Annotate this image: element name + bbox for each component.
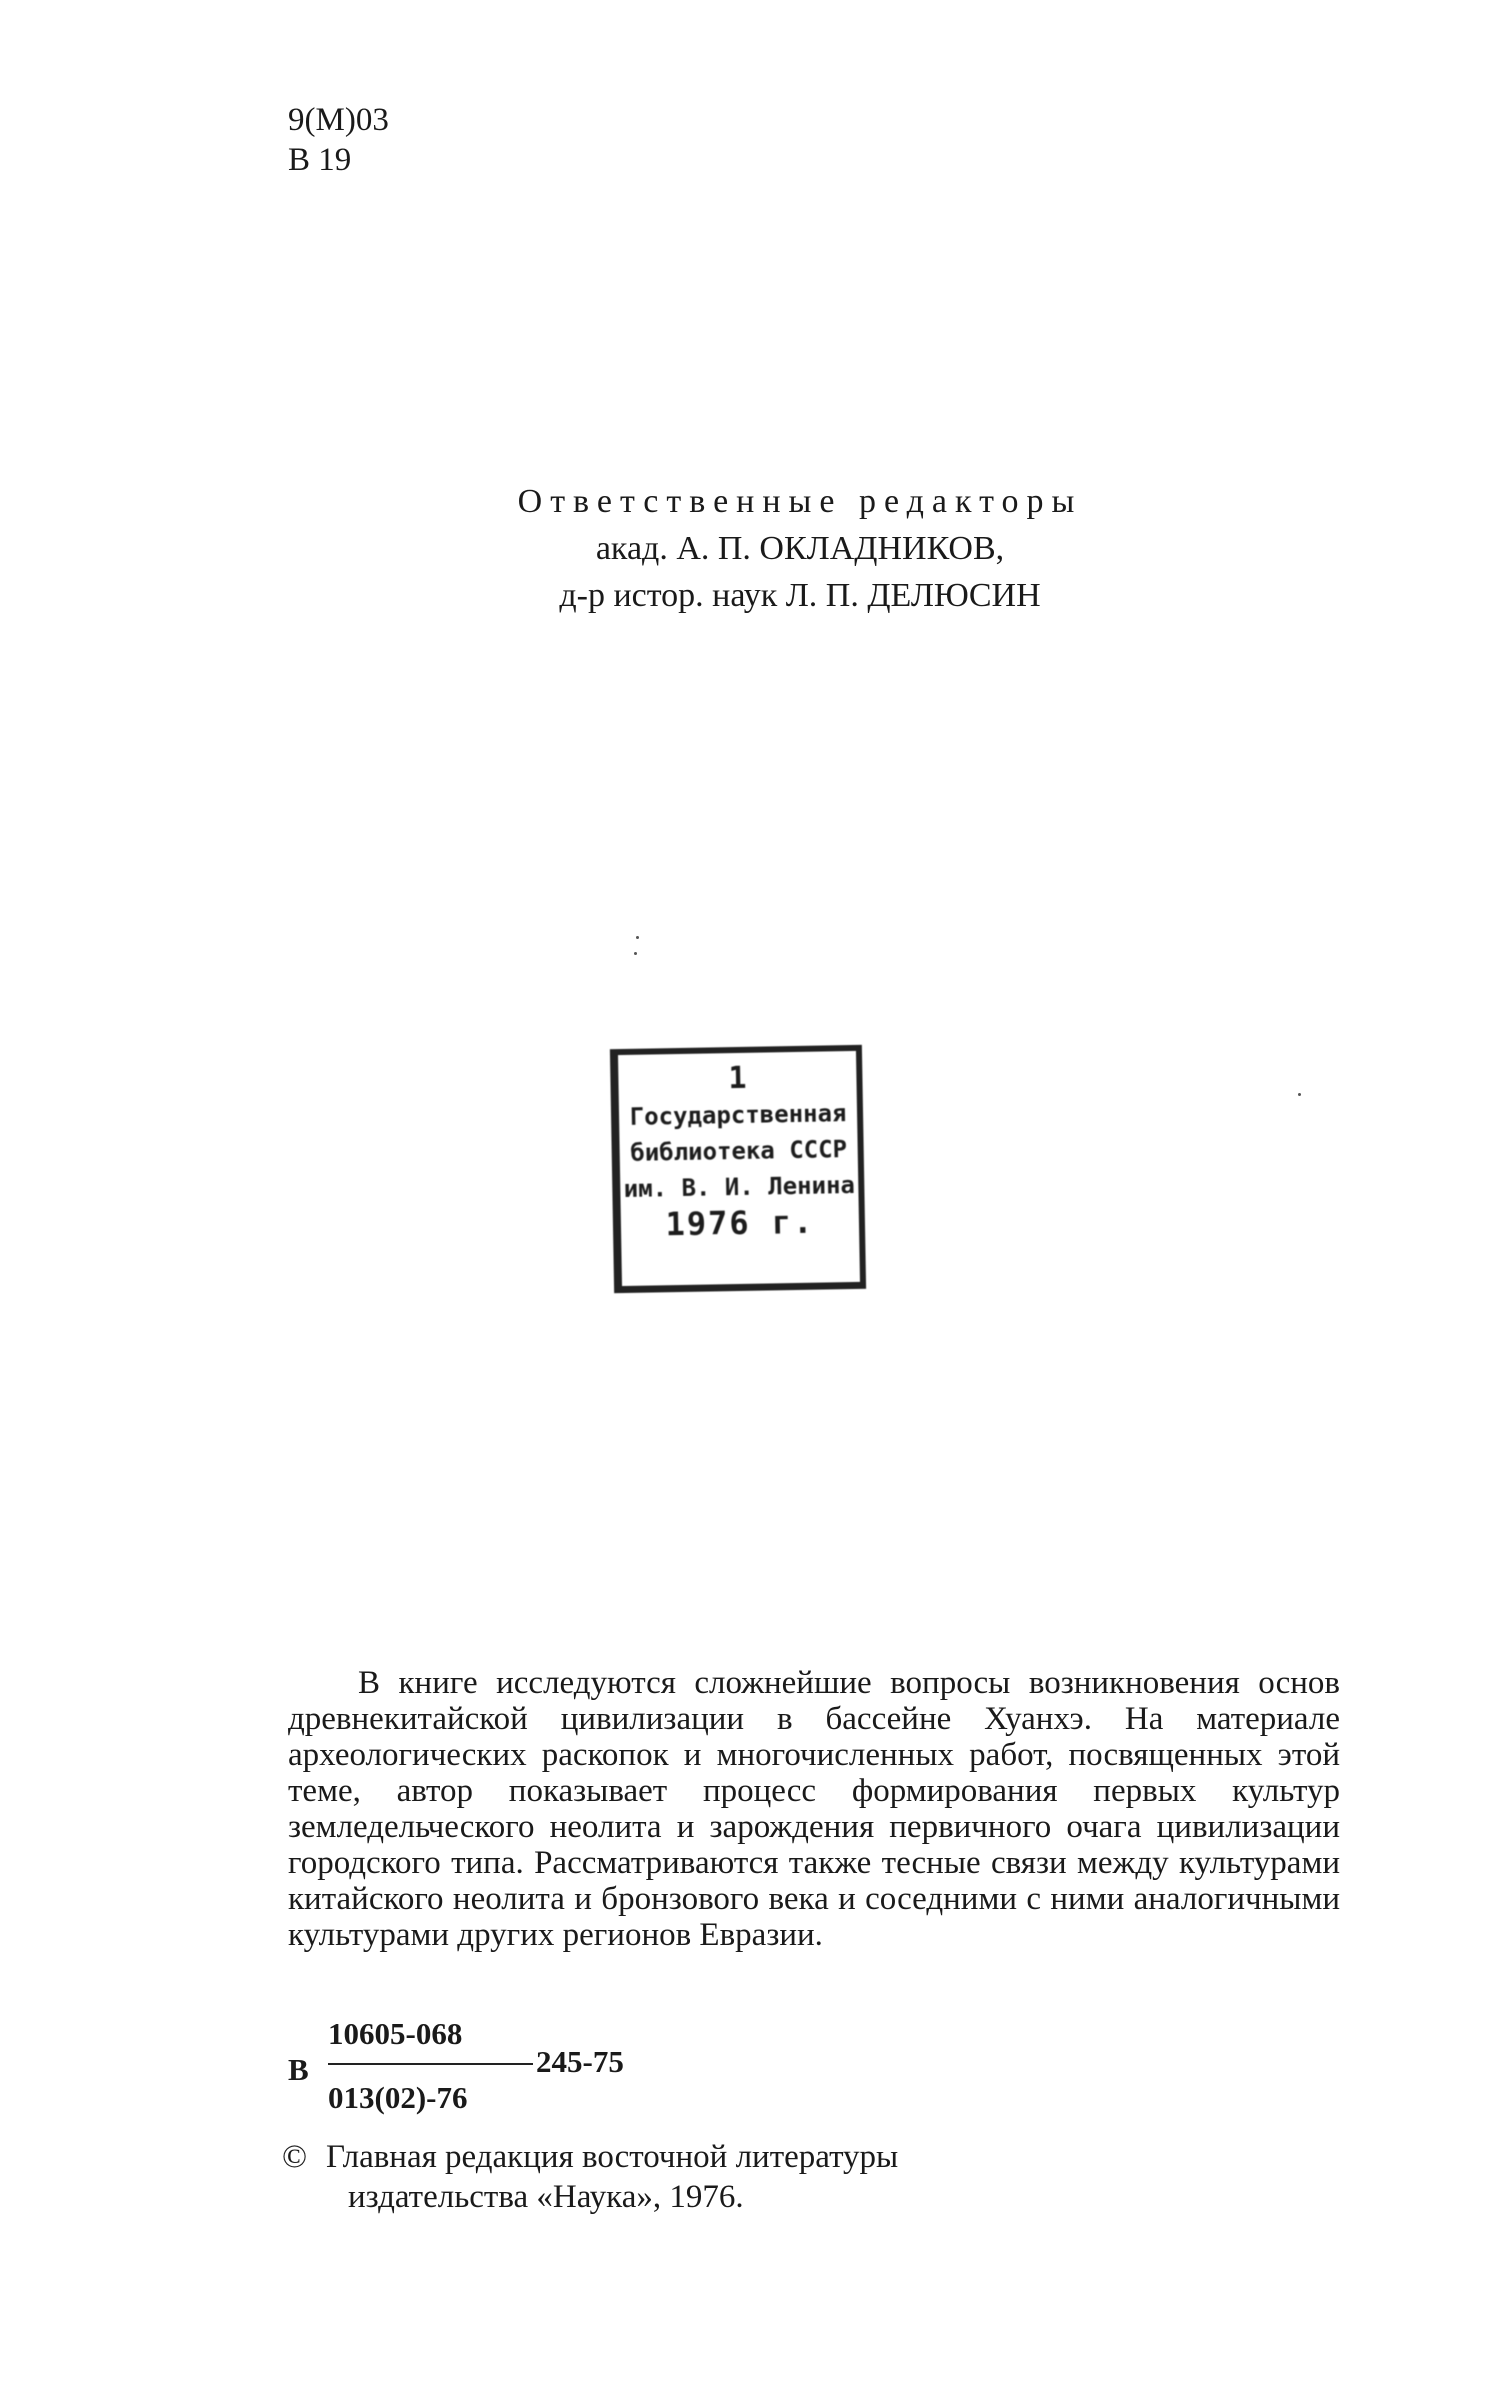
copyright-line-2: издательства «Наука», 1976. [348, 2179, 744, 2215]
stamp-line-3: им. В. И. Ленина [623, 1170, 856, 1203]
editor-2: д-р истор. наук Л. П. ДЕЛЮСИН [559, 577, 1041, 614]
stamp-number: 1 [728, 1060, 747, 1097]
library-stamp [610, 1045, 866, 1293]
bbk-suffix: 245-75 [536, 2044, 624, 2079]
bbk-numerator: 10605-068 [328, 2016, 463, 2051]
abstract [288, 1665, 1340, 1953]
classification-index [288, 100, 389, 180]
editors-block [470, 478, 1130, 619]
abstract-text: В книге исследуются сложнейшие вопросы возникновения основ древнекитайской цивилизации в бассейне Хуанхэ. На материале археологических раскопок и многочисленных работ, посвященных этой теме, автор показывает процесс формирования первых культур земледельческого неолита и зарождения первичного очага цивилизации городского типа. Рассматриваются также тесные связи между культурами китайского неолита и бронзового века и соседними с ними аналогичными культурами других регионов Евразии. [288, 1665, 1340, 1953]
stamp-line-2: библиотека СССР [630, 1135, 848, 1167]
copyright-icon: © [282, 2139, 308, 2175]
editors-heading: Ответственные редакторы [517, 483, 1083, 520]
bbk-denominator: 013(02)-76 [328, 2080, 468, 2115]
scan-speck [634, 952, 637, 955]
stamp-year: 1976 г. [665, 1202, 815, 1244]
classification-code: 9(М)03 [288, 102, 389, 138]
stamp-line-1: Государственная [629, 1099, 847, 1131]
classification-author-index: В 19 [288, 142, 352, 178]
copyright-notice [282, 2137, 898, 2217]
editor-1: акад. А. П. ОКЛАДНИКОВ, [595, 530, 1005, 567]
bbk-letter: В [288, 2052, 309, 2087]
bbk-code [288, 2010, 688, 2120]
scan-speck [636, 936, 639, 939]
bbk-fraction-line [328, 2063, 533, 2065]
scan-speck [1298, 1093, 1301, 1096]
copyright-line-1: Главная редакция восточной литературы [326, 2139, 899, 2175]
